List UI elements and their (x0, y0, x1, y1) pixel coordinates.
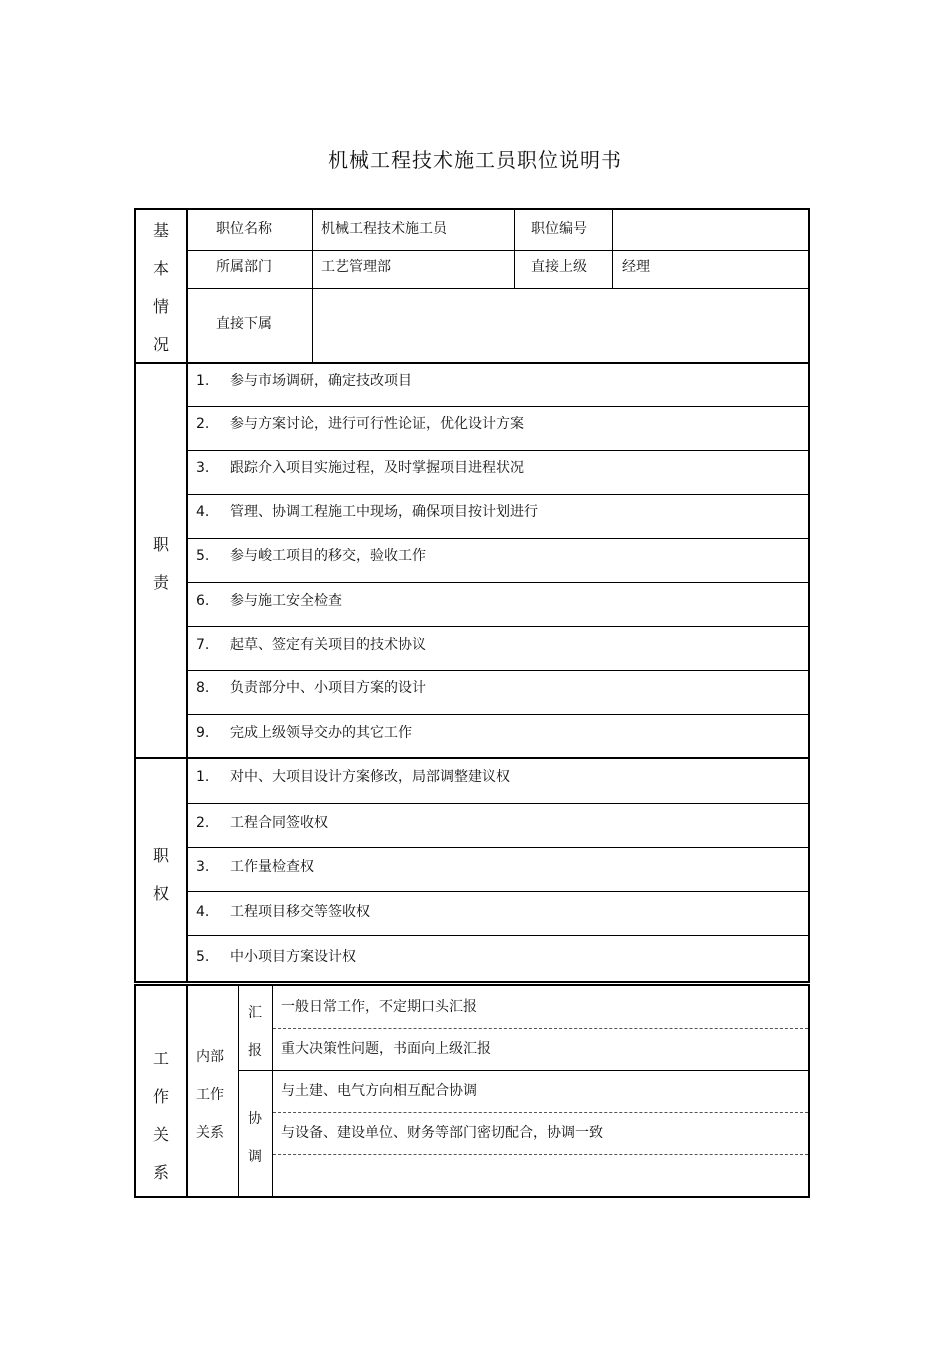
position-name: 机械工程技术施工员 (321, 221, 447, 237)
list-item: 5. 参与峻工项目的移交，验收工作 (196, 548, 426, 564)
coord-item: 与设备、建设单位、财务等部门密切配合，协调一致 (281, 1125, 603, 1141)
department: 工艺管理部 (321, 259, 391, 275)
list-item: 2. 工程合同签收权 (196, 815, 328, 831)
list-item: 2. 参与方案讨论，进行可行性论证，优化设计方案 (196, 416, 524, 432)
supervisor: 经理 (622, 259, 650, 275)
duties-section-label: 职 责 (152, 535, 169, 592)
supervisor-label: 直接上级 (531, 259, 587, 275)
list-item: 9. 完成上级领导交办的其它工作 (196, 725, 412, 741)
relations-section-label: 工 作 关 系 (152, 1049, 169, 1182)
list-item: 3. 跟踪介入项目实施过程，及时掌握项目进程状况 (196, 460, 524, 476)
list-item: 8. 负责部分中、小项目方案的设计 (196, 680, 426, 696)
department-label: 所属部门 (216, 259, 272, 275)
list-item: 6. 参与施工安全检查 (196, 593, 342, 609)
report-label: 汇 报 (248, 1005, 262, 1059)
page-title: 机械工程技术施工员职位说明书 (328, 148, 622, 172)
authority-section-label: 职 权 (152, 846, 169, 903)
list-item: 7. 起草、签定有关项目的技术协议 (196, 637, 426, 653)
report-item: 重大决策性问题，书面向上级汇报 (281, 1041, 491, 1057)
list-item: 4. 管理、协调工程施工中现场，确保项目按计划进行 (196, 504, 538, 520)
list-item: 1. 参与市场调研，确定技改项目 (196, 373, 412, 389)
list-item: 5. 中小项目方案设计权 (196, 949, 356, 965)
coord-item: 与土建、电气方向相互配合协调 (281, 1083, 477, 1099)
list-item: 1. 对中、大项目设计方案修改，局部调整建议权 (196, 769, 510, 785)
list-item: 4. 工程项目移交等签收权 (196, 904, 370, 920)
coord-label: 协 调 (248, 1111, 262, 1165)
subordinate-label: 直接下属 (216, 316, 272, 332)
position-name-label: 职位名称 (216, 221, 272, 237)
internal-relations-label: 内部 工作 关系 (196, 1049, 224, 1141)
list-item: 3. 工作量检查权 (196, 859, 314, 875)
report-item: 一般日常工作，不定期口头汇报 (281, 999, 477, 1015)
position-code-label: 职位编号 (531, 221, 587, 237)
basic-section-label: 基 本 情 况 (152, 221, 169, 354)
